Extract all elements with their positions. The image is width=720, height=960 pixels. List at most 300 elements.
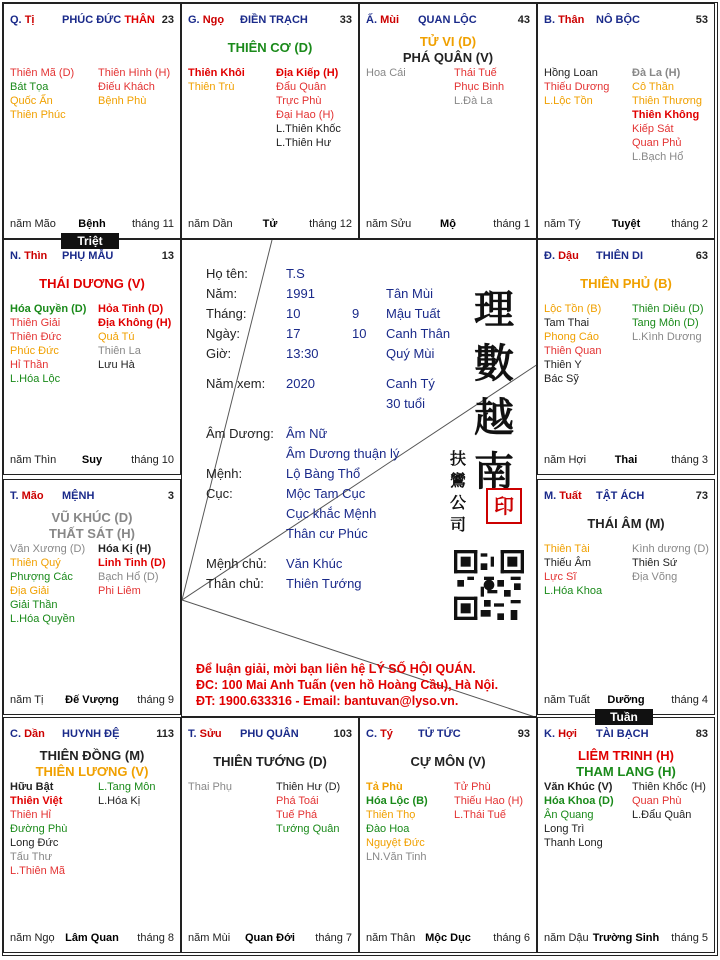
minor-star: Long Đức bbox=[10, 837, 59, 849]
month-canchi: Mậu Tuất bbox=[386, 306, 441, 321]
minor-stars-right bbox=[632, 542, 709, 584]
main-star: VŨ KHÚC (D) bbox=[51, 510, 133, 525]
minor-stars-left bbox=[366, 780, 428, 864]
palace-name: TẬT ÁCH bbox=[596, 490, 645, 502]
palace-footer bbox=[10, 454, 174, 468]
minor-star: Cô Thần bbox=[632, 81, 674, 93]
main-star: THẤT SÁT (H) bbox=[49, 526, 135, 541]
heavenly-stem bbox=[10, 250, 47, 262]
minor-star: L.Kình Dương bbox=[632, 331, 702, 343]
minor-star: Thiên Không bbox=[632, 109, 700, 121]
main-star: PHÁ QUÂN (V) bbox=[402, 50, 494, 65]
footer-year: năm Dần bbox=[188, 218, 233, 230]
minor-star: L.Bạch Hổ bbox=[632, 151, 684, 163]
minor-star: Đào Hoa bbox=[366, 823, 410, 835]
main-star: LIÊM TRINH (H) bbox=[577, 748, 675, 763]
palace-header bbox=[10, 250, 174, 266]
minor-star: L.Hóa Khoa bbox=[544, 585, 603, 597]
minor-star: Thiên Giải bbox=[10, 317, 61, 329]
triet-tag: Triệt bbox=[61, 233, 119, 249]
stem-text: C. bbox=[366, 728, 377, 740]
earthly-branch: Mão bbox=[21, 490, 44, 502]
main-star: CỰ MÔN (V) bbox=[410, 754, 486, 769]
tuan-tag: Tuần bbox=[595, 709, 653, 725]
menh-value: Lộ Bàng Thổ bbox=[286, 466, 361, 481]
palace-age: 103 bbox=[333, 728, 352, 740]
trang-sinh: Mộc Dục bbox=[425, 932, 471, 944]
footer-month: tháng 12 bbox=[309, 218, 352, 230]
palace-name: THIÊN DI bbox=[596, 250, 644, 262]
minor-star: Thiên Khôi bbox=[188, 67, 245, 79]
heavenly-stem bbox=[10, 14, 34, 26]
minor-stars-left bbox=[544, 780, 614, 850]
palace-title bbox=[62, 250, 113, 262]
earthly-branch: Dần bbox=[24, 728, 45, 740]
palace-footer bbox=[544, 932, 708, 946]
minor-star: Thiên Trù bbox=[188, 81, 235, 93]
palace-footer bbox=[188, 218, 352, 232]
palace-footer bbox=[10, 218, 174, 232]
palace-thin bbox=[3, 239, 181, 475]
heavenly-stem bbox=[188, 14, 224, 26]
main-star: THIÊN ĐỒNG (M) bbox=[39, 748, 145, 763]
contact-line-2: ĐC: 100 Mai Anh Tuấn (ven hồ Hoàng Cầu), Hà Nội. bbox=[196, 678, 499, 692]
minor-star: Thiên La bbox=[98, 345, 141, 357]
palace-header bbox=[10, 14, 174, 30]
minor-star: Thai Phụ bbox=[188, 781, 233, 793]
palace-name: PHỤ MẪU bbox=[62, 250, 114, 262]
footer-month: tháng 3 bbox=[671, 454, 708, 466]
minor-star: Lực Sĩ bbox=[544, 571, 577, 583]
palace-header bbox=[366, 14, 530, 30]
minor-star: Hỉ Thần bbox=[10, 359, 49, 371]
main-star: THIÊN TƯỚNG (D) bbox=[213, 754, 327, 769]
palace-footer bbox=[544, 218, 708, 232]
minor-star: L.Hóa Kị bbox=[98, 795, 141, 807]
earthly-branch: Mùi bbox=[380, 14, 400, 26]
minor-star: LN.Văn Tinh bbox=[366, 851, 427, 863]
palace-title bbox=[596, 490, 644, 502]
minor-stars-right bbox=[98, 302, 171, 372]
main-star: THAM LANG (H) bbox=[576, 764, 676, 779]
minor-star: Thiên Việt bbox=[10, 795, 63, 807]
palace-header bbox=[10, 490, 174, 506]
minor-stars-left bbox=[544, 542, 602, 598]
palace-name: PHU QUÂN bbox=[240, 728, 299, 740]
view-year-canchi: Canh Tý bbox=[386, 376, 435, 391]
than-marker: THÂN bbox=[124, 14, 155, 26]
palace-than bbox=[537, 3, 715, 239]
palace-footer bbox=[188, 932, 352, 946]
stem-text: T. bbox=[10, 490, 19, 502]
minor-star: Văn Khúc (V) bbox=[544, 781, 613, 793]
palace-suu bbox=[181, 717, 359, 953]
minor-stars-right bbox=[632, 780, 706, 822]
main-star: THÁI DƯƠNG (V) bbox=[39, 276, 145, 291]
palace-title bbox=[418, 728, 461, 740]
footer-year: năm Tý bbox=[544, 218, 581, 230]
footer-month: tháng 2 bbox=[671, 218, 708, 230]
stem-text: T. bbox=[188, 728, 197, 740]
minor-star: Tử Phù bbox=[454, 781, 491, 793]
minor-star: Thiên Quan bbox=[544, 345, 602, 357]
trang-sinh: Tuyệt bbox=[611, 218, 641, 230]
stem-text: N. bbox=[10, 250, 21, 262]
main-star: THÁI ÂM (M) bbox=[587, 516, 665, 531]
minor-star: Thiếu Dương bbox=[544, 81, 610, 93]
minor-star: Điếu Khách bbox=[98, 81, 155, 93]
earthly-branch: Ngọ bbox=[202, 14, 225, 26]
minor-stars-left bbox=[188, 66, 245, 94]
center-info-panel bbox=[181, 239, 537, 717]
footer-month: tháng 7 bbox=[315, 932, 352, 944]
earthly-branch: Thìn bbox=[24, 250, 48, 262]
main-star: THIÊN LƯƠNG (V) bbox=[35, 764, 149, 779]
cuc-note: Cục khắc Mệnh bbox=[286, 506, 377, 521]
calligraphy-small-4: 司 bbox=[450, 515, 467, 534]
minor-stars-right bbox=[98, 542, 166, 598]
minor-stars-left bbox=[544, 66, 609, 108]
minor-star: Thiếu Hao (H) bbox=[454, 795, 524, 807]
earthly-branch: Tý bbox=[380, 728, 393, 740]
palace-age: 113 bbox=[156, 728, 174, 740]
heavenly-stem bbox=[10, 490, 44, 502]
month-label: Tháng: bbox=[206, 306, 247, 321]
hour-value: 13:30 bbox=[286, 346, 319, 361]
heavenly-stem bbox=[366, 728, 393, 740]
menh-chu-value: Văn Khúc bbox=[286, 556, 343, 571]
palace-header bbox=[188, 728, 352, 744]
palace-header bbox=[10, 728, 174, 744]
minor-star: Kiếp Sát bbox=[632, 123, 674, 135]
palace-name: TÀI BẠCH bbox=[596, 728, 649, 740]
palace-hoi bbox=[537, 717, 715, 953]
heavenly-stem bbox=[544, 250, 579, 262]
month-value: 10 bbox=[286, 306, 301, 321]
minor-star: Bát Tọa bbox=[10, 81, 49, 93]
heavenly-stem bbox=[544, 728, 577, 740]
palace-name: QUAN LỘC bbox=[418, 14, 477, 26]
minor-stars-right bbox=[632, 302, 704, 344]
minor-stars-right bbox=[276, 780, 340, 836]
amduong-value: Âm Nữ bbox=[286, 426, 328, 441]
palace-tuat bbox=[537, 479, 715, 715]
trang-sinh: Tử bbox=[262, 218, 278, 230]
main-star: THIÊN CƠ (D) bbox=[227, 40, 313, 55]
palace-mui bbox=[359, 3, 537, 239]
red-seal-stamp: 印 bbox=[486, 488, 522, 524]
footer-year: năm Mùi bbox=[188, 932, 231, 944]
minor-star: Tam Thai bbox=[544, 317, 590, 329]
minor-stars-right bbox=[454, 66, 504, 108]
minor-star: L.Lộc Tồn bbox=[544, 95, 593, 107]
minor-star: Thái Tuế bbox=[454, 67, 497, 79]
earthly-branch: Dậu bbox=[558, 250, 579, 262]
minor-star: Hỏa Tinh (D) bbox=[98, 303, 164, 315]
minor-star: Lưu Hà bbox=[98, 359, 135, 371]
calligraphy-small-1: 扶 bbox=[450, 449, 467, 468]
palace-name: ĐIỀN TRẠCH bbox=[240, 14, 308, 26]
palace-ty bbox=[359, 717, 537, 953]
minor-star: Tả Phù bbox=[366, 781, 403, 793]
minor-star: Đà La (H) bbox=[632, 67, 681, 79]
minor-star: Hữu Bật bbox=[10, 781, 54, 793]
minor-star: Hóa Quyền (D) bbox=[10, 303, 87, 315]
footer-year: năm Thìn bbox=[10, 454, 57, 466]
minor-star: Phượng Các bbox=[10, 571, 73, 583]
minor-star: Hóa Kị (H) bbox=[98, 543, 152, 555]
palace-ti bbox=[3, 3, 181, 239]
menh-chu-label: Mệnh chủ: bbox=[206, 556, 267, 571]
palace-age: 33 bbox=[339, 14, 352, 26]
palace-footer bbox=[10, 694, 174, 708]
palace-title bbox=[62, 14, 155, 26]
minor-star: Hóa Khoa (D) bbox=[544, 795, 614, 807]
minor-star: L.Thiên Khốc bbox=[276, 123, 341, 135]
minor-star: Thiên Y bbox=[544, 359, 582, 371]
footer-year: năm Thân bbox=[366, 932, 416, 944]
cuc-value: Mộc Tam Cục bbox=[286, 486, 366, 501]
palace-name: TỬ TỨC bbox=[418, 728, 461, 740]
minor-star: Quan Phù bbox=[632, 795, 682, 807]
palace-footer bbox=[544, 454, 708, 468]
minor-stars-left bbox=[188, 780, 232, 794]
minor-star: Kình dương (D) bbox=[632, 543, 709, 555]
minor-star: Hồng Loan bbox=[544, 67, 598, 79]
month-lunar: 9 bbox=[352, 306, 360, 321]
minor-star: Quốc Ấn bbox=[10, 95, 53, 107]
minor-star: Thiên Diêu (D) bbox=[632, 303, 704, 315]
day-canchi: Canh Thân bbox=[386, 326, 451, 341]
minor-star: Tang Môn (D) bbox=[632, 317, 699, 329]
trang-sinh: Trường Sinh bbox=[592, 932, 660, 944]
palace-footer bbox=[366, 218, 530, 232]
stem-text: Ấ. bbox=[366, 14, 377, 26]
view-year-value: 2020 bbox=[286, 376, 315, 391]
stem-text: B. bbox=[544, 14, 555, 26]
minor-star: Phi Liêm bbox=[98, 585, 141, 597]
footer-month: tháng 4 bbox=[671, 694, 708, 706]
cuc-label: Cục: bbox=[206, 486, 233, 501]
palace-footer bbox=[366, 932, 530, 946]
footer-month: tháng 5 bbox=[671, 932, 708, 944]
palace-name: NÔ BỘC bbox=[596, 14, 640, 26]
palace-title bbox=[596, 728, 649, 740]
day-label: Ngày: bbox=[206, 326, 240, 341]
earthly-branch: Tuất bbox=[559, 490, 582, 502]
palace-title bbox=[596, 14, 640, 26]
minor-star: L.Thái Tuế bbox=[454, 809, 506, 821]
minor-star: Đẩu Quân bbox=[276, 81, 327, 93]
minor-star: Thiếu Âm bbox=[544, 557, 592, 569]
contact-line-1: Để luận giải, mời bạn liên hệ LÝ SỐ HỘI QUÁN. bbox=[196, 662, 476, 676]
palace-age: 23 bbox=[161, 14, 174, 26]
minor-star: Thiên Phúc bbox=[10, 109, 66, 121]
minor-star: Lộc Tồn (B) bbox=[544, 303, 602, 315]
minor-star: Ân Quang bbox=[544, 809, 594, 821]
minor-star: Thanh Long bbox=[544, 837, 603, 849]
minor-star: Long Trì bbox=[544, 823, 585, 835]
stem-text: M. bbox=[544, 490, 557, 502]
minor-star: Thiên Hỉ bbox=[10, 809, 51, 821]
minor-star: Địa Không (H) bbox=[98, 317, 172, 329]
minor-star: Thiên Khốc (H) bbox=[632, 781, 706, 793]
contact-line-3[interactable]: ĐT: 1900.633316 - Email: bantuvan@lyso.vn. bbox=[196, 694, 459, 708]
palace-header bbox=[544, 250, 708, 266]
amduong-note: Âm Dương thuận lý bbox=[286, 446, 400, 461]
trang-sinh: Quan Đới bbox=[245, 932, 295, 944]
calligraphy-char-2: 數 bbox=[474, 340, 514, 387]
minor-stars-left bbox=[10, 302, 86, 386]
footer-month: tháng 11 bbox=[131, 218, 174, 230]
stem-text: C. bbox=[10, 728, 21, 740]
palace-age: 13 bbox=[161, 250, 174, 262]
footer-month: tháng 6 bbox=[493, 932, 530, 944]
trang-sinh: Suy bbox=[81, 454, 103, 466]
stem-text: G. bbox=[188, 14, 200, 26]
heavenly-stem bbox=[188, 728, 222, 740]
footer-year: năm Dậu bbox=[544, 932, 589, 944]
minor-star: Thiên Hình (H) bbox=[98, 67, 171, 79]
minor-stars-right bbox=[454, 780, 523, 822]
minor-stars-left bbox=[544, 302, 601, 386]
minor-stars-right bbox=[276, 66, 341, 150]
minor-star: Phong Cáo bbox=[544, 331, 600, 343]
minor-star: L.Tang Môn bbox=[98, 781, 156, 793]
trang-sinh: Đế Vượng bbox=[65, 694, 119, 706]
palace-title bbox=[62, 728, 119, 740]
palace-age: 73 bbox=[695, 490, 708, 502]
minor-star: Phục Binh bbox=[454, 81, 505, 93]
minor-stars-left bbox=[366, 66, 406, 80]
palace-age: 43 bbox=[517, 14, 530, 26]
footer-year: năm Ngọ bbox=[10, 932, 55, 944]
minor-star: Địa Giải bbox=[10, 585, 50, 597]
minor-star: Đường Phù bbox=[10, 823, 68, 835]
minor-stars-right bbox=[98, 66, 170, 108]
minor-star: Thiên Sứ bbox=[632, 557, 678, 569]
trang-sinh: Thai bbox=[614, 454, 638, 466]
palace-age: 3 bbox=[167, 490, 174, 502]
minor-stars-left bbox=[10, 780, 67, 878]
than-cu-note: Thân cư Phúc bbox=[286, 526, 368, 541]
trang-sinh: Bệnh bbox=[78, 218, 106, 230]
palace-title bbox=[596, 250, 643, 262]
view-year-label: Năm xem: bbox=[206, 376, 266, 391]
minor-stars-left bbox=[10, 66, 74, 122]
footer-year: năm Tị bbox=[10, 694, 44, 706]
palace-name: HUYNH ĐỆ bbox=[62, 728, 120, 740]
earthly-branch: Hợi bbox=[558, 728, 577, 740]
year-canchi: Tân Mùi bbox=[386, 286, 433, 301]
palace-dau bbox=[537, 239, 715, 475]
than-chu-value: Thiên Tướng bbox=[286, 576, 362, 591]
minor-star: L.Thiên Hư bbox=[276, 137, 332, 149]
minor-star: Bệnh Phù bbox=[98, 95, 147, 107]
calligraphy-char-3: 越 bbox=[474, 394, 514, 441]
footer-year: năm Hợi bbox=[544, 454, 587, 466]
palace-mao bbox=[3, 479, 181, 715]
menh-label: Mệnh: bbox=[206, 466, 243, 481]
minor-stars-right bbox=[632, 66, 702, 164]
name-value: T.S bbox=[286, 266, 305, 281]
minor-star: Linh Tinh (D) bbox=[98, 557, 166, 569]
minor-star: L.Đẩu Quân bbox=[632, 809, 692, 821]
footer-year: năm Sửu bbox=[366, 218, 412, 230]
trang-sinh: Dưỡng bbox=[607, 694, 645, 706]
heavenly-stem bbox=[366, 14, 399, 26]
minor-star: L.Hóa Quyền bbox=[10, 613, 75, 625]
palace-footer bbox=[10, 932, 174, 946]
minor-star: Hoa Cái bbox=[366, 67, 406, 79]
minor-star: Thiên Thọ bbox=[366, 809, 416, 821]
minor-star: Quan Phủ bbox=[632, 137, 682, 149]
palace-header bbox=[544, 14, 708, 30]
minor-star: Bác Sỹ bbox=[544, 373, 579, 385]
hour-canchi: Quý Mùi bbox=[386, 346, 435, 361]
minor-stars-right bbox=[98, 780, 155, 808]
footer-month: tháng 1 bbox=[493, 218, 530, 230]
heavenly-stem bbox=[544, 14, 584, 26]
palace-title bbox=[418, 14, 477, 26]
minor-star: Tuế Phá bbox=[276, 809, 318, 821]
heavenly-stem bbox=[544, 490, 582, 502]
palace-name: MỆNH bbox=[62, 490, 95, 502]
palace-footer bbox=[544, 694, 708, 708]
minor-star: Quả Tú bbox=[98, 331, 135, 343]
stem-text: Q. bbox=[10, 14, 22, 26]
minor-star: Thiên Đức bbox=[10, 331, 62, 343]
hour-label: Giờ: bbox=[206, 346, 232, 361]
stem-text: K. bbox=[544, 728, 555, 740]
qr-code-icon[interactable] bbox=[454, 550, 524, 620]
earthly-branch: Thân bbox=[558, 14, 585, 26]
amduong-label: Âm Dương: bbox=[206, 426, 274, 441]
palace-title bbox=[62, 490, 94, 502]
palace-ngo bbox=[181, 3, 359, 239]
minor-star: L.Đà La bbox=[454, 95, 493, 107]
palace-age: 63 bbox=[695, 250, 708, 262]
footer-month: tháng 9 bbox=[137, 694, 174, 706]
stem-text: Đ. bbox=[544, 250, 555, 262]
trang-sinh: Lâm Quan bbox=[65, 932, 119, 944]
minor-stars-left bbox=[10, 542, 85, 626]
minor-star: Thiên Mã (D) bbox=[10, 67, 75, 79]
minor-star: Hóa Lộc (B) bbox=[366, 795, 428, 807]
minor-star: Văn Xương (D) bbox=[10, 543, 86, 555]
calligraphy-char-1: 理 bbox=[474, 286, 514, 333]
minor-star: Đại Hao (H) bbox=[276, 109, 335, 121]
minor-star: Trực Phù bbox=[276, 95, 322, 107]
year-label: Năm: bbox=[206, 286, 238, 301]
palace-header bbox=[366, 728, 530, 744]
palace-title bbox=[240, 14, 308, 26]
footer-year: năm Tuất bbox=[544, 694, 590, 706]
main-star: THIÊN PHỦ (B) bbox=[580, 276, 672, 291]
main-star: TỬ VI (D) bbox=[419, 34, 477, 49]
day-lunar: 10 bbox=[352, 326, 367, 341]
year-value: 1991 bbox=[286, 286, 315, 301]
minor-star: L.Thiên Mã bbox=[10, 865, 66, 877]
minor-star: Phá Toái bbox=[276, 795, 319, 807]
minor-star: Thiên Quý bbox=[10, 557, 61, 569]
minor-star: Nguyệt Đức bbox=[366, 837, 425, 849]
palace-title bbox=[240, 728, 299, 740]
minor-star: Thiên Thương bbox=[632, 95, 703, 107]
name-label: Họ tên: bbox=[206, 266, 248, 281]
minor-star: Tấu Thư bbox=[10, 851, 53, 863]
calligraphy-char-4: 南 bbox=[474, 448, 514, 495]
